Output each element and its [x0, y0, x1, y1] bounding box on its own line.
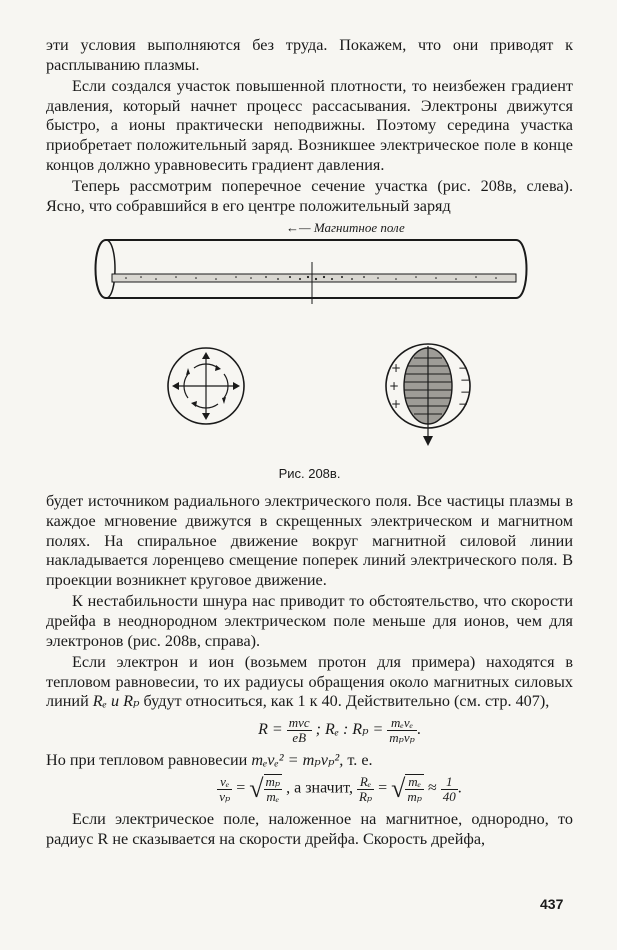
- svg-text:−: −: [460, 385, 471, 400]
- svg-text:−: −: [458, 397, 469, 412]
- fraction-mv-ratio: [387, 716, 417, 745]
- svg-text:+: +: [389, 379, 400, 394]
- sqrt-body: [405, 774, 424, 804]
- equation-velocity-ratio: $\frac{\text{vₑ}}{\text{vₚ}}$ = √ $\frac{\text{mₚ}}{\text{mₑ}}$ , а значит, $\frac{\text{Rₑ}}{\text{Rₚ}}$ = √ $\frac{\text{mₑ}}{\text{mₚ}}$ ≈ $\frac{1}{40}$ .: [219, 773, 462, 805]
- fraction-mvc-eb: [287, 716, 312, 745]
- svg-text:+: +: [391, 361, 402, 376]
- sqrt-icon: √: [249, 774, 264, 804]
- arrow-left-icon: ←—: [286, 220, 311, 236]
- frac-num: Rₑ: [357, 775, 374, 790]
- frac-den: 40: [442, 788, 456, 804]
- magnetic-field-text: Магнитное поле: [313, 220, 405, 236]
- svg-text:−: −: [458, 361, 469, 376]
- paragraph-7-text-b: т. е.: [347, 750, 373, 769]
- frac-num: mₑ: [405, 775, 424, 790]
- fraction-ve-vp: [217, 775, 232, 804]
- paragraph-7-text-a: Но при тепловом равновесии: [46, 750, 252, 769]
- frac-den: mₑ: [266, 789, 280, 805]
- cross-section-left: [168, 348, 244, 424]
- frac-num: vₑ: [217, 775, 232, 790]
- paragraph-6-text-b: будут относиться, как 1 к 40. Действительно (см. стр. 407),: [139, 692, 550, 711]
- plasma-cylinder: [96, 240, 527, 304]
- svg-text:+: +: [391, 397, 402, 412]
- frac-num: 1: [441, 775, 458, 790]
- frac-num: mvc: [288, 714, 310, 730]
- paragraph-1: эти условия выполняются без труда. Покажем, что они приводят к расплыванию плазмы.: [46, 36, 573, 74]
- paragraph-6-text-a: Если электрон и ион (возьмем протон для примера) находятся в тепловом равновесии, то их радиусы обращения около магнитных силовых линий: [46, 653, 573, 711]
- eq-thermal-equilibrium: mₑvₑ² = mₚvₚ²,: [251, 750, 344, 769]
- radii-symbols: Rₑ и Rₚ: [92, 692, 140, 711]
- sqrt-body: [264, 774, 283, 804]
- eq-connector-text: , а значит,: [286, 780, 353, 798]
- fraction-re-rp: [357, 775, 374, 804]
- frac-num: mₚ: [265, 774, 281, 790]
- fraction-me-mp: [405, 775, 424, 804]
- equation-radius: R = $\frac{\text{mvc}}{eB}$ ; Rₑ : Rₚ = $\frac{\text{mₑvₑ}}{\text{mₚvₚ}}$ .: [258, 714, 421, 745]
- paragraph-5: К нестабильности шнура нас приводит то обстоятельство, что скорости дрейфа в неоднородном электрическом поле меньше для ионов, чем для электронов (рис. 208в, справа).: [46, 592, 573, 650]
- paragraph-6: [46, 653, 573, 712]
- figure-caption: Рис. 208в.: [278, 466, 341, 482]
- paragraph-3: Теперь рассмотрим поперечное сечение участка (рис. 208в, слева). Ясно, что собравшийся в его центре положительный заряд: [46, 177, 573, 215]
- frac-den: Rₚ: [358, 788, 373, 804]
- paragraph-8: Если электрическое поле, наложенное на магнитное, однородно, то радиус R не сказывается на скорости дрейфа. Скорость дрейфа,: [46, 810, 573, 849]
- eq-radius-lhs: R =: [258, 721, 283, 739]
- fraction-mp-me: [264, 775, 283, 804]
- frac-den: mₚ: [407, 789, 422, 805]
- frac-den: eB: [292, 729, 307, 745]
- paragraph-2: Если создался участок повышенной плотности, то неизбежен градиент давления, который начнет процесс рассасывания. Электроны движутся быстро, а ионы практически неподвижны. Поэтому середина участка приобретает положительный заряд. Возникшее электрическое поле в конце концов должно уравновесить градиент давления.: [46, 77, 573, 174]
- svg-text:−: −: [460, 373, 471, 388]
- frac-den: mₚvₚ: [389, 729, 415, 745]
- figure-208v: [46, 222, 573, 492]
- paragraph-4: будет источником радиального электрического поля. Все частицы плазмы в каждое мгновение движутся в скрещенных электрическом и магнитном полях. На спиральное движение вокруг магнитной силовой линии накладывается лоренцево смещение поперек линий электрического поля. В проекции возникнет круговое движение.: [46, 492, 573, 589]
- page-content: [46, 36, 573, 850]
- fraction-1-40: [441, 775, 458, 804]
- sqrt-icon: √: [391, 774, 406, 804]
- eq-ratio-lhs: ; Rₑ : Rₚ =: [315, 721, 384, 739]
- plasma-diagram: [46, 222, 573, 462]
- frac-num: mₑvₑ: [387, 716, 417, 731]
- page-number: 437: [540, 896, 564, 912]
- cross-section-right: [386, 344, 470, 446]
- paragraph-7: [46, 751, 573, 771]
- frac-den: vₚ: [219, 788, 231, 804]
